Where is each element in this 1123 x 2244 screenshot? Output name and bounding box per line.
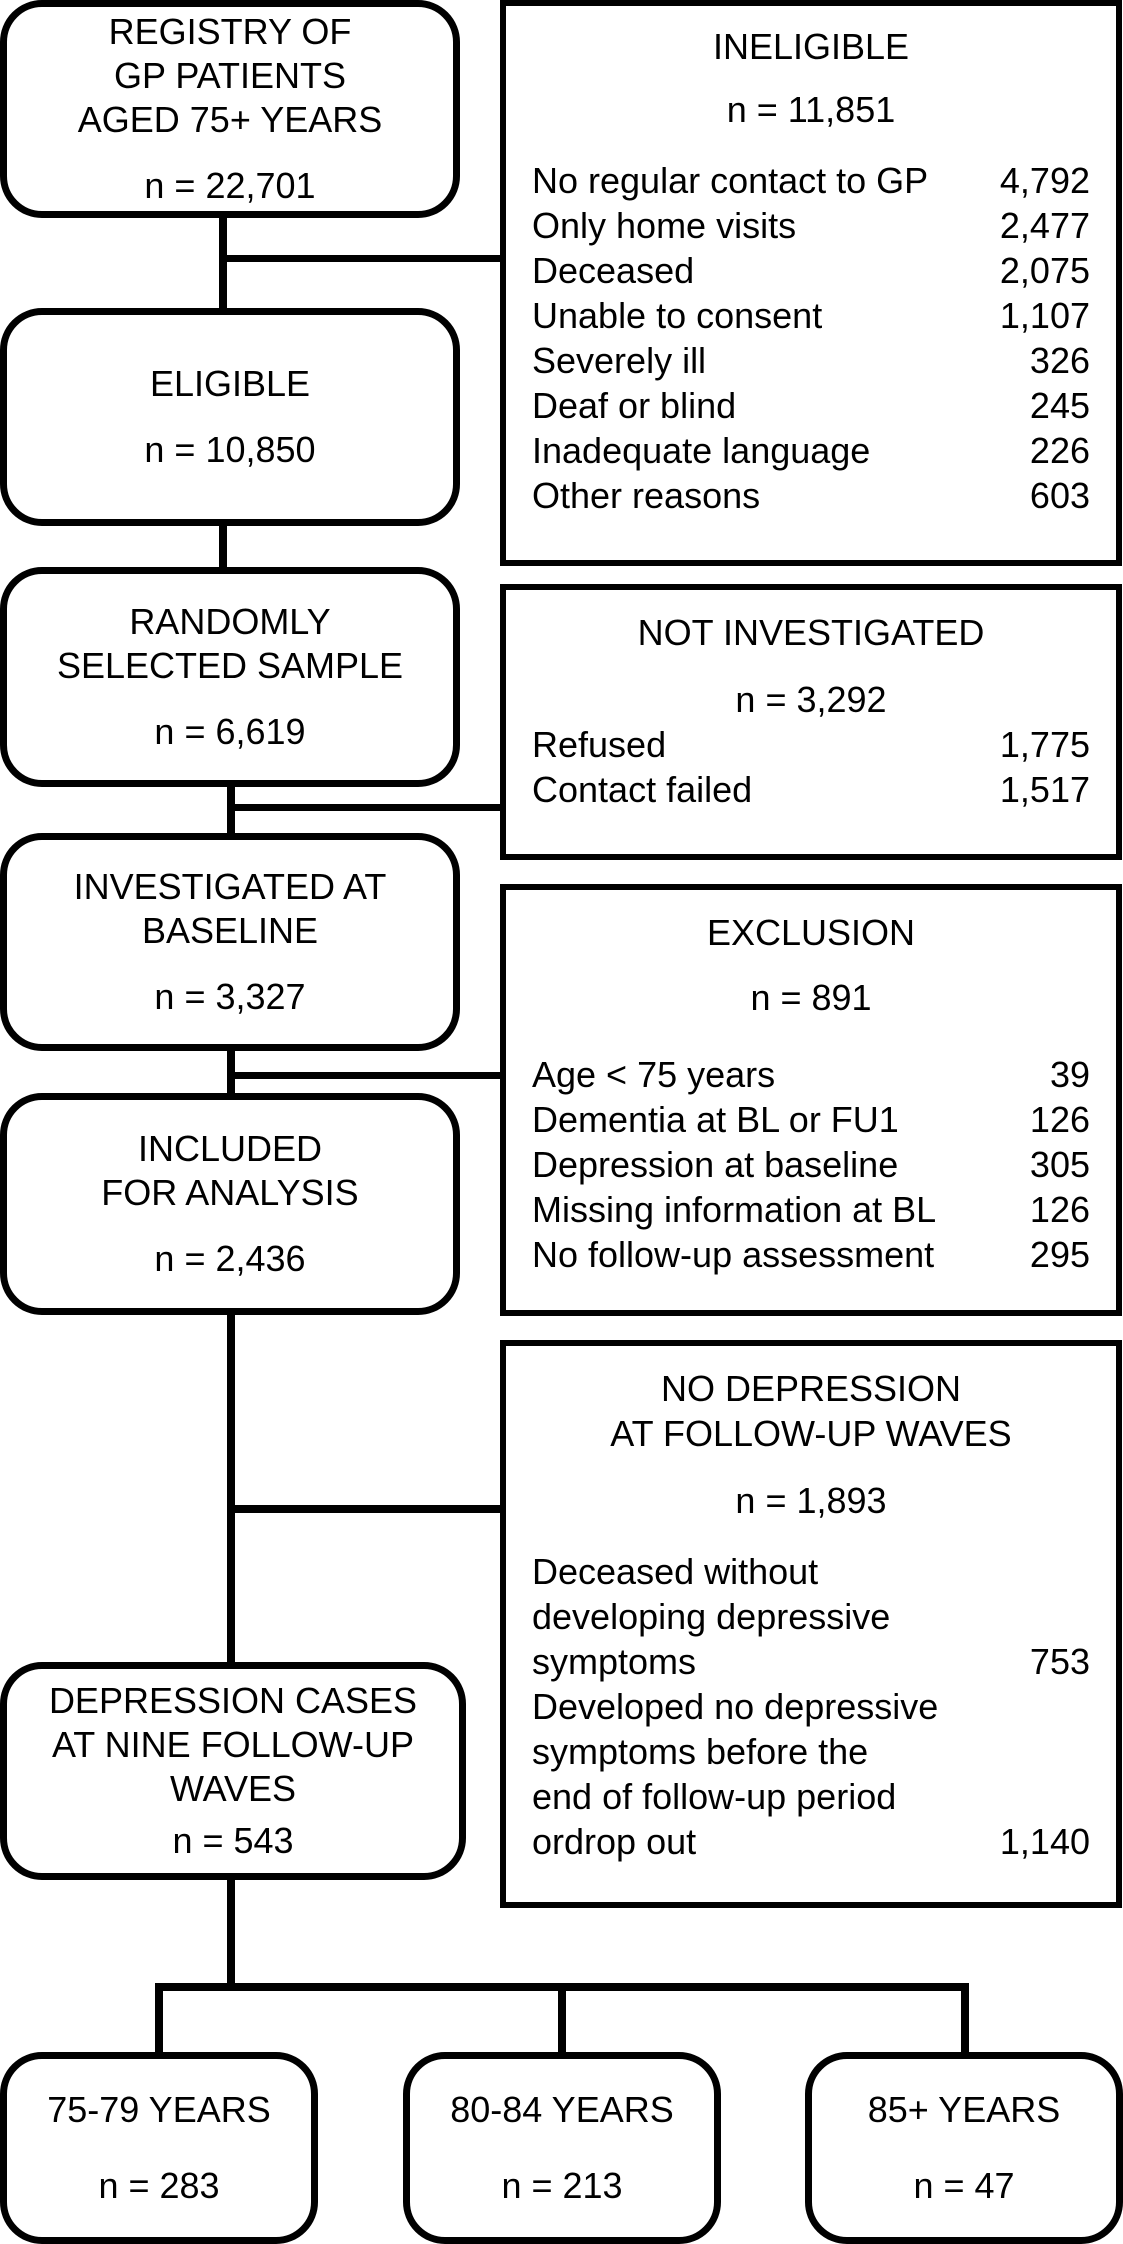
reason-label: No regular contact to GP [532,160,929,201]
connector-included-cases [227,1310,235,1668]
registry-box [0,0,460,218]
cases-box [0,1662,466,1880]
reason-value: 226 [1029,430,1090,471]
not-investigated-count: n = 3,292 [735,679,887,720]
reason-value: 1,775 [999,724,1090,765]
age-group-count: n = 283 [98,2165,220,2206]
exclusion-count: n = 891 [750,977,872,1018]
cases-title: DEPRESSION CASES AT NINE FOLLOW-UP WAVES [48,1680,418,1809]
reason-label: Only home visits [532,205,797,246]
reason-value: 2,075 [999,250,1090,291]
reason-row [532,203,1090,248]
connector-branch-ineligible [219,255,504,262]
reason-row [532,1232,1090,1277]
eligible-box [0,308,460,526]
reason-label: Depression at baseline [532,1144,899,1185]
age-group-title: 85+ YEARS [867,2089,1061,2130]
exclusion-box [500,884,1122,1316]
no-depression-box [500,1340,1122,1908]
connector-age-85-plus [961,1983,969,2058]
age-group-75-79-box [0,2052,318,2244]
reason-value: 2,477 [999,205,1090,246]
age-group-count: n = 47 [913,2165,1015,2206]
reason-row [532,293,1090,338]
reason-value: 305 [1029,1144,1090,1185]
cases-count: n = 543 [172,1820,294,1861]
reason-value: 39 [1049,1054,1090,1095]
connector-branch-not-investigated [227,804,504,811]
exclusion-reasons [532,1052,1090,1277]
reason-label: Missing information at BL [532,1189,937,1230]
reason-row [532,1549,1090,1684]
reason-label: Age < 75 years [532,1054,776,1095]
reason-value: 326 [1029,340,1090,381]
included-title: INCLUDED FOR ANALYSIS [101,1128,359,1213]
ineligible-reasons [532,158,1090,518]
reason-row [532,158,1090,203]
ineligible-count: n = 11,851 [726,89,896,130]
reason-value: 1,107 [999,295,1090,336]
baseline-box [0,833,460,1051]
no-depression-count: n = 1,893 [735,1480,887,1521]
reason-value: 1,140 [999,1821,1090,1862]
sample-title: RANDOMLY SELECTED SAMPLE [56,601,404,686]
reason-value: 4,792 [999,160,1090,201]
age-group-count: n = 213 [501,2165,623,2206]
reason-label: Refused [532,724,667,765]
baseline-title: INVESTIGATED AT BASELINE [73,866,387,951]
registry-title: REGISTRY OF GP PATIENTS AGED 75+ YEARS [77,11,383,140]
included-box [0,1093,460,1315]
reason-row [532,767,1090,812]
reason-label: Contact failed [532,769,753,810]
sample-count: n = 6,619 [154,711,306,752]
baseline-count: n = 3,327 [154,976,306,1017]
reason-value: 1,517 [999,769,1090,810]
reason-row [532,722,1090,767]
age-group-title: 80-84 YEARS [450,2089,674,2130]
no-depression-title: NO DEPRESSION AT FOLLOW-UP WAVES [610,1368,1012,1454]
not-investigated-box [500,584,1122,860]
reason-label: Deaf or blind [532,385,737,426]
no-depression-reasons [532,1549,1090,1864]
eligible-title: ELIGIBLE [149,363,311,404]
ineligible-box [500,0,1122,566]
connector-age-80-84 [558,1983,566,2058]
reason-row [532,338,1090,383]
reason-row [532,248,1090,293]
connector-eligible-sample [219,520,227,572]
not-investigated-title: NOT INVESTIGATED [637,612,985,653]
connector-registry-eligible [219,212,227,312]
age-group-title: 75-79 YEARS [47,2089,271,2130]
reason-label: Unable to consent [532,295,823,336]
included-count: n = 2,436 [154,1238,306,1279]
reason-label: Deceased without developing depressive symptoms [532,1551,891,1682]
connector-branch-exclusion [227,1072,504,1079]
reason-row [532,1097,1090,1142]
reason-row [532,1187,1090,1232]
connector-age-75-79 [155,1983,163,2058]
not-investigated-reasons [532,722,1090,812]
connector-cases-split [227,1874,235,1989]
connector-branch-no-depression [227,1505,504,1513]
eligible-count: n = 10,850 [144,429,316,470]
reason-label: Dementia at BL or FU1 [532,1099,899,1140]
age-group-80-84-box [403,2052,721,2244]
reason-value: 245 [1029,385,1090,426]
connector-baseline-included [227,1045,235,1097]
registry-count: n = 22,701 [144,165,316,206]
ineligible-title: INELIGIBLE [712,26,910,67]
reason-row [532,428,1090,473]
reason-label: Deceased [532,250,695,291]
reason-value: 126 [1029,1189,1090,1230]
reason-value: 603 [1029,475,1090,516]
reason-label: Inadequate language [532,430,871,471]
reason-value: 126 [1029,1099,1090,1140]
reason-row [532,1052,1090,1097]
reason-value: 295 [1029,1234,1090,1275]
reason-row [532,383,1090,428]
reason-label: No follow-up assessment [532,1234,935,1275]
reason-label: Developed no depressive symptoms before the end of follow-up period ordrop out [532,1686,939,1862]
sample-box [0,567,460,787]
reason-row [532,473,1090,518]
reason-row [532,1684,1090,1864]
reason-row [532,1142,1090,1187]
exclusion-title: EXCLUSION [706,912,916,953]
age-group-85-plus-box [805,2052,1123,2244]
reason-label: Severely ill [532,340,707,381]
reason-value: 753 [1029,1641,1090,1682]
reason-label: Other reasons [532,475,761,516]
